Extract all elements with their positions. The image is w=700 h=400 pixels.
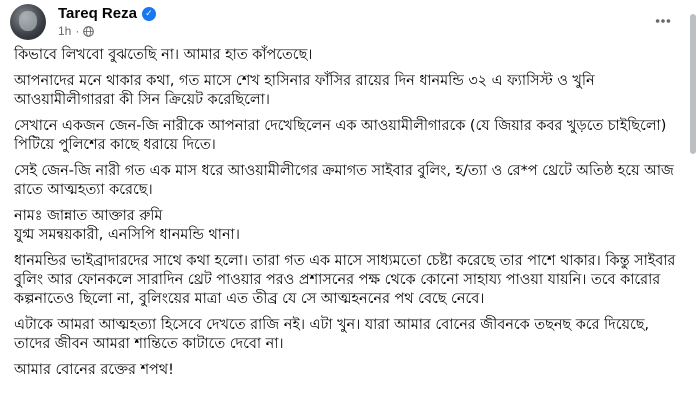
post-header: [0, 0, 700, 44]
post-paragraph-1: কিভাবে লিখবো বুঝতেছি না। আমার হাত কাঁপতেছে।: [14, 47, 313, 63]
author-name[interactable]: Tareq Reza: [58, 5, 137, 22]
author-row: [58, 5, 156, 22]
post-paragraph-6: এটাকে আমরা আত্মহত্যা হিসেবে দেখতে রাজি নই। এটা খুন। যারা আমার বোনের জীবনকে তছনছ করে দিয়েছে, তাদের জীবন আমরা শান্তিতে কাটাতে দেবো না।: [14, 317, 650, 352]
post-paragraph-2: আপনাদের মনে থাকার কথা, গত মাসে শেখ হাসিনার ফাঁসির রায়ের দিন ধানমন্ডি ৩২ এ ফ্যাসিস্ট ও খুনি আওয়ামীলীগাররা কী সিন ক্রিয়েট করেছিলো।: [14, 73, 595, 108]
post-paragraph-3: সেখানে একজন জেন-জি নারীকে আপনারা দেখেছিলেন এক আওয়ামীলীগারকে (যে জিয়ার কবর খুড়তে চাইছিলো) পিটিয়ে পুলিশের কাছে ধরায়ে দিতে।: [14, 118, 667, 153]
victim-info: [14, 207, 680, 245]
victim-name-line: নামঃ জান্নাত আক্তার রুমি: [14, 208, 163, 224]
scrollbar-thumb[interactable]: [690, 14, 696, 154]
post-body: [14, 46, 680, 387]
more-horizontal-icon: [654, 12, 672, 30]
post-time[interactable]: 1h: [58, 24, 72, 38]
author-avatar[interactable]: [10, 4, 46, 40]
post-menu-button[interactable]: [648, 6, 678, 36]
post-paragraph-5: ধানমন্ডির ভাইব্রাদারদের সাথে কথা হলো। তারা গত এক মাসে সাধ্যমতো চেষ্টা করেছে তার পাশে থাকার। কিন্তু সাইবার বুলিং আর ফোনকলে সারাদিন থ্রেট পাওয়ার পরও প্রশাসনের পক্ষ থেকে কোনো সাহায্য পাওয়া যায়নি। তবে কারোর কল্পনাতেও ছিলো না, বুলিংয়ের মাত্রা এত তীব্র যে সে আত্মহননের পথ বেছে নেবে।: [14, 253, 676, 307]
verified-badge-icon: ✓: [142, 7, 156, 21]
meta-separator: ·: [75, 24, 80, 38]
globe-icon: [83, 26, 94, 37]
post-paragraph-7: আমার বোনের রক্তের শপথ!: [14, 362, 174, 378]
victim-role-line: যুগ্ম সমন্বয়কারী, এনসিপি ধানমন্ডি থানা।: [14, 227, 240, 243]
post-meta: [58, 24, 94, 38]
post-paragraph-4: সেই জেন-জি নারী গত এক মাস ধরে আওয়ামীলীগের ক্রমাগত সাইবার বুলিং, হ/ত্যা ও রে*প থ্রেটে অতিষ্ঠ হয়ে আজ রাতে আত্মহত্যা করেছে।: [14, 163, 674, 198]
